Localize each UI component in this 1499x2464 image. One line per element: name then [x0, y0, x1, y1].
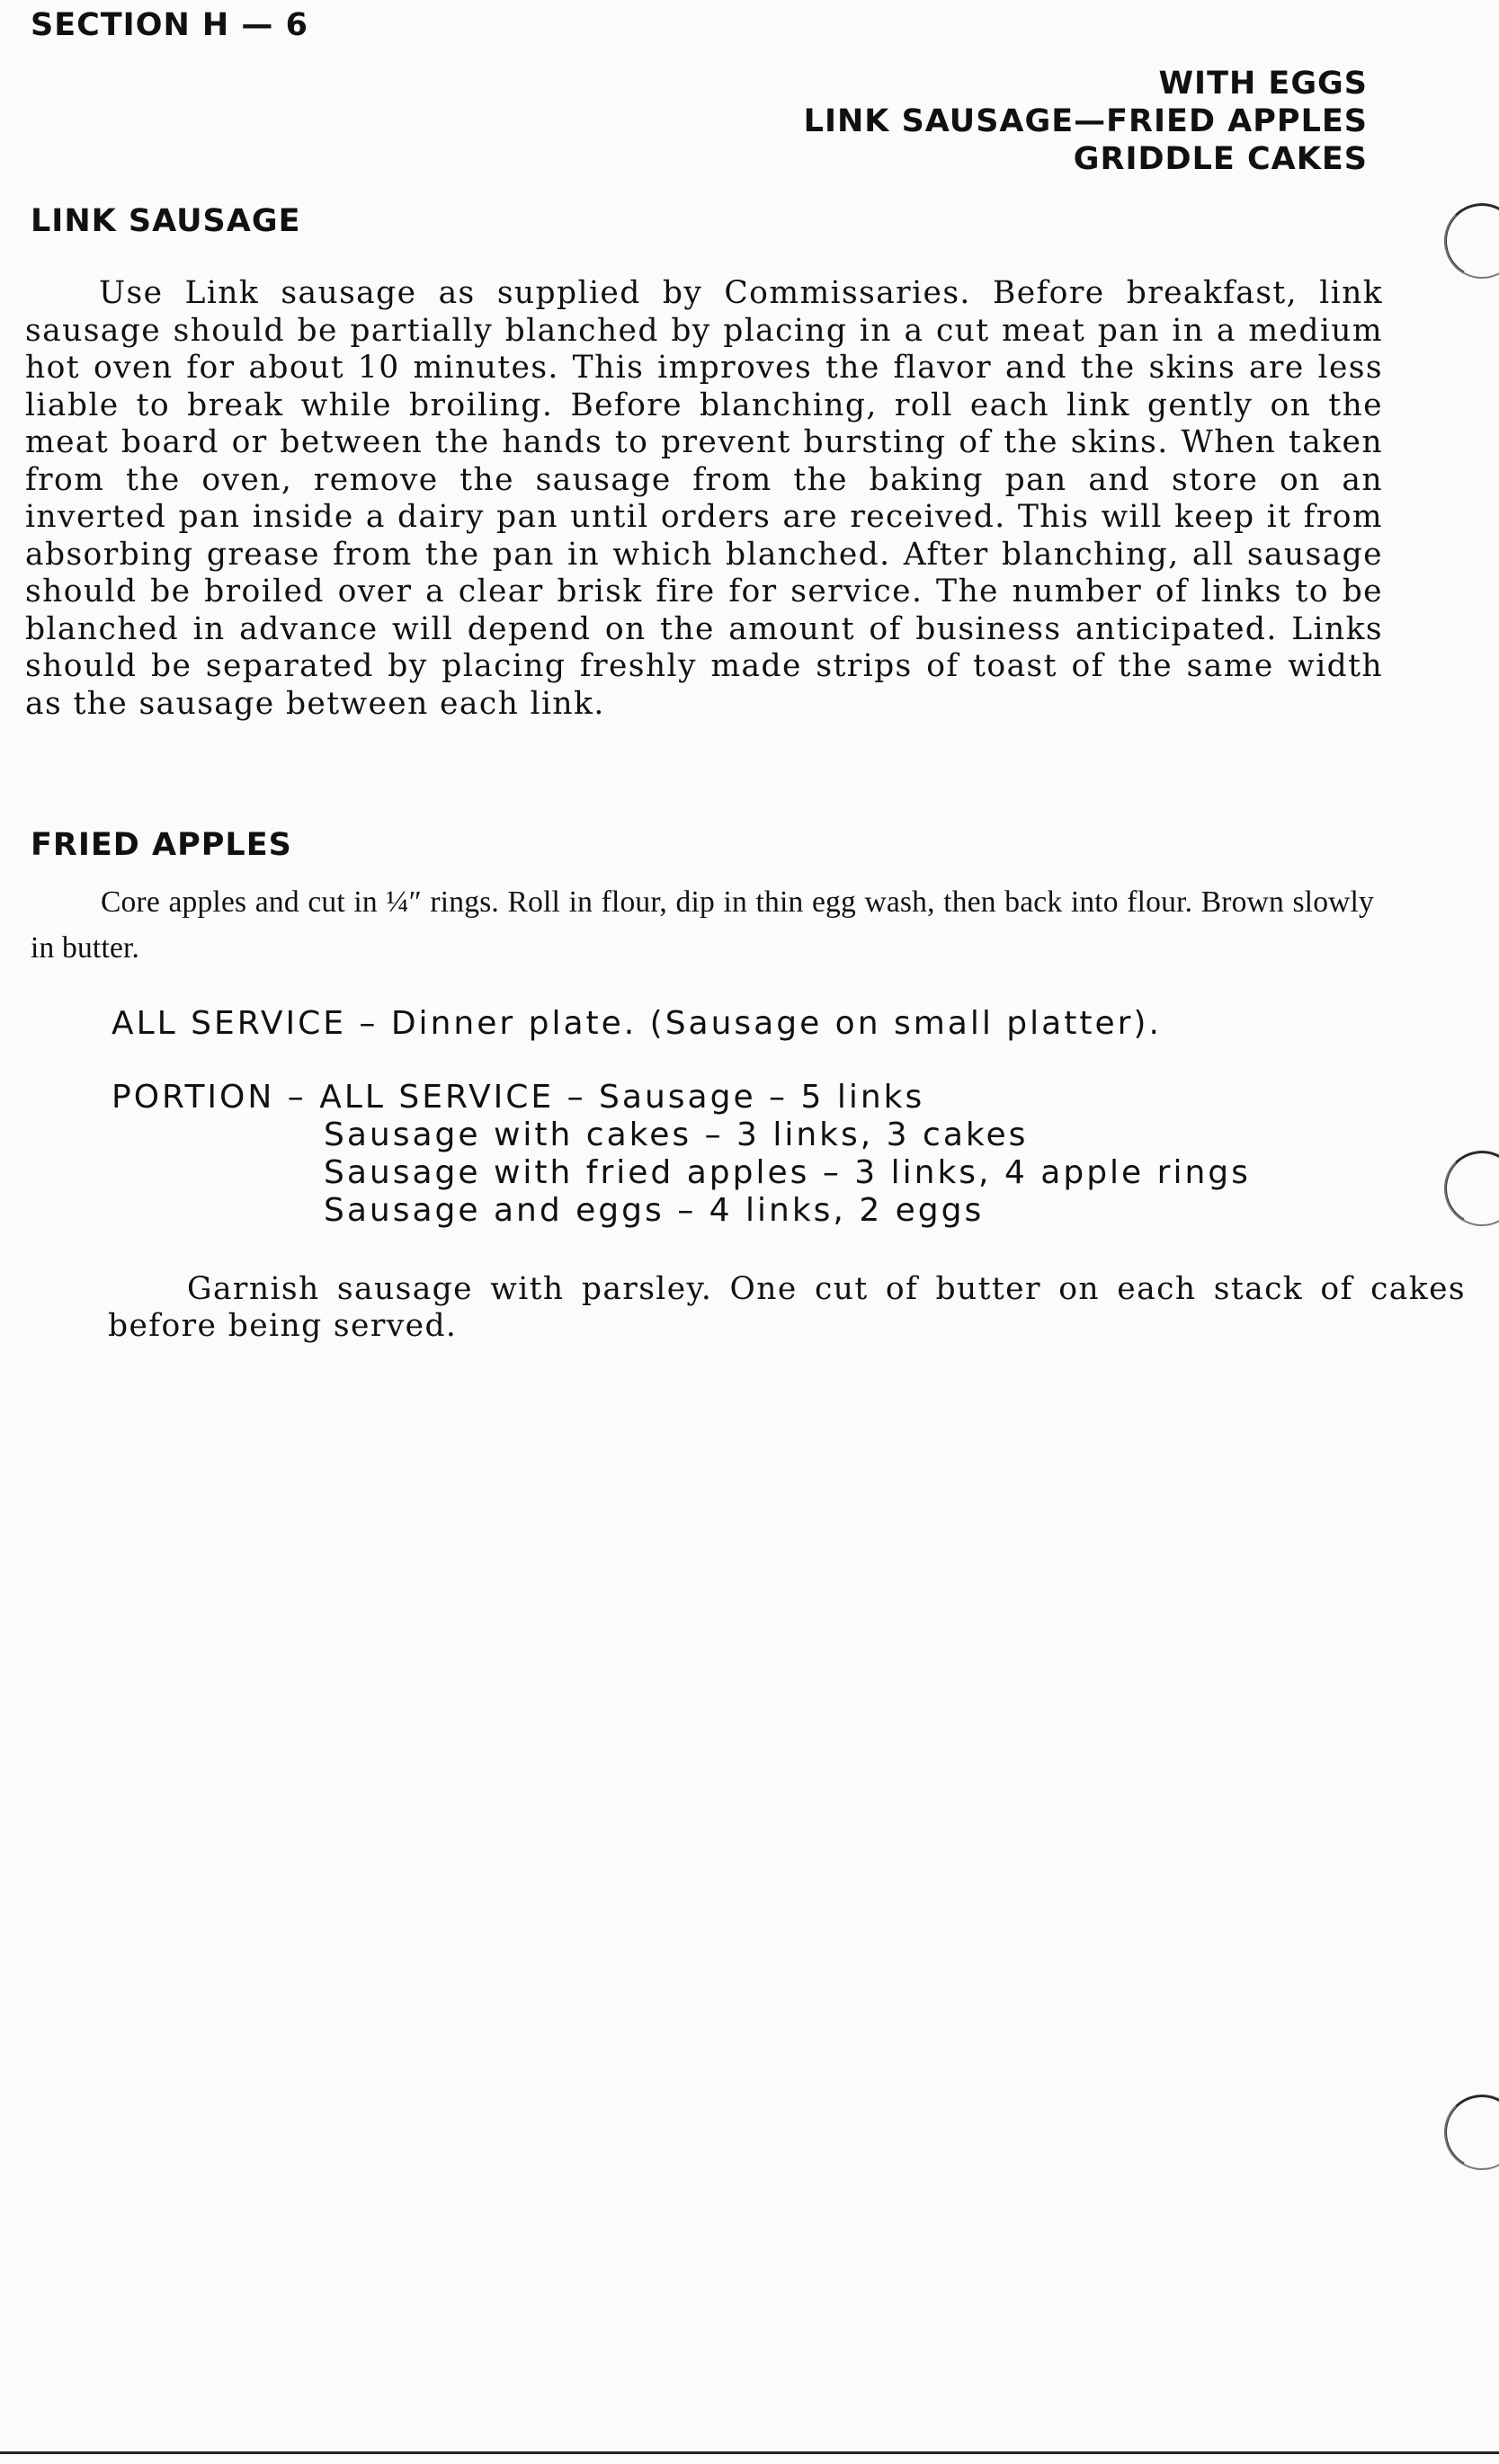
section-header: SECTION H — 6	[31, 7, 308, 43]
title-block	[804, 65, 1368, 178]
link-sausage-paragraph: Use Link sausage as supplied by Commissaries. Before breakfast, link sausage should be partially blanched by placing in a cut meat pan in a medium hot oven for about 10 minutes. This improves the flavor and the skins are less liable to break while broiling. Before blanching, roll each link gently on the meat board or between the hands to prevent bursting of the skins. When taken from the oven, remove the sausage from the baking pan and store on an inverted pan inside a dairy pan until orders are received. This will keep it from absorbing grease from the pan in which blanched. After blanching, all sausage should be broiled over a clear brisk fire for service. The number of links to be blanched in advance will depend on the amount of business anticipated. Links should be separated by placing freshly made strips of toast of the same width as the sausage between each link.	[25, 275, 1383, 722]
portion-row-2	[112, 1116, 1251, 1154]
all-service-line: ALL SERVICE – Dinner plate. (Sausage on small platter).	[112, 1005, 1162, 1042]
fried-apples-heading: FRIED APPLES	[31, 827, 292, 863]
punch-hole-middle-shadow	[1444, 1151, 1499, 1226]
portion-item: Sausage with cakes – 3 links, 3 cakes	[324, 1116, 1029, 1153]
portion-row-1	[112, 1079, 1251, 1116]
portion-label: PORTION – ALL SERVICE –	[112, 1079, 600, 1116]
portion-row-3	[112, 1154, 1251, 1192]
garnish-paragraph: Garnish sausage with parsley. One cut of butter on each stack of cakes before being served.	[108, 1271, 1466, 1344]
bottom-edge-line	[0, 2451, 1499, 2454]
portion-item: Sausage – 5 links	[599, 1079, 925, 1116]
punch-hole-bottom-shadow	[1444, 2095, 1499, 2170]
link-sausage-heading: LINK SAUSAGE	[31, 203, 301, 239]
title-line-1: WITH EGGS	[1158, 66, 1368, 102]
title-line-3: GRIDDLE CAKES	[1073, 141, 1368, 177]
fried-apples-paragraph: Core apples and cut in ¼″ rings. Roll in flour, dip in thin egg wash, then back into flour. Brown slowly in butter.	[31, 885, 1374, 965]
portion-block	[112, 1079, 1251, 1230]
portion-item: Sausage and eggs – 4 links, 2 eggs	[324, 1192, 985, 1229]
title-line-2: LINK SAUSAGE—FRIED APPLES	[803, 103, 1368, 139]
portion-row-4	[112, 1192, 1251, 1230]
portion-item: Sausage with fried apples – 3 links, 4 apple rings	[324, 1154, 1251, 1191]
punch-hole-top-shadow	[1444, 203, 1499, 279]
